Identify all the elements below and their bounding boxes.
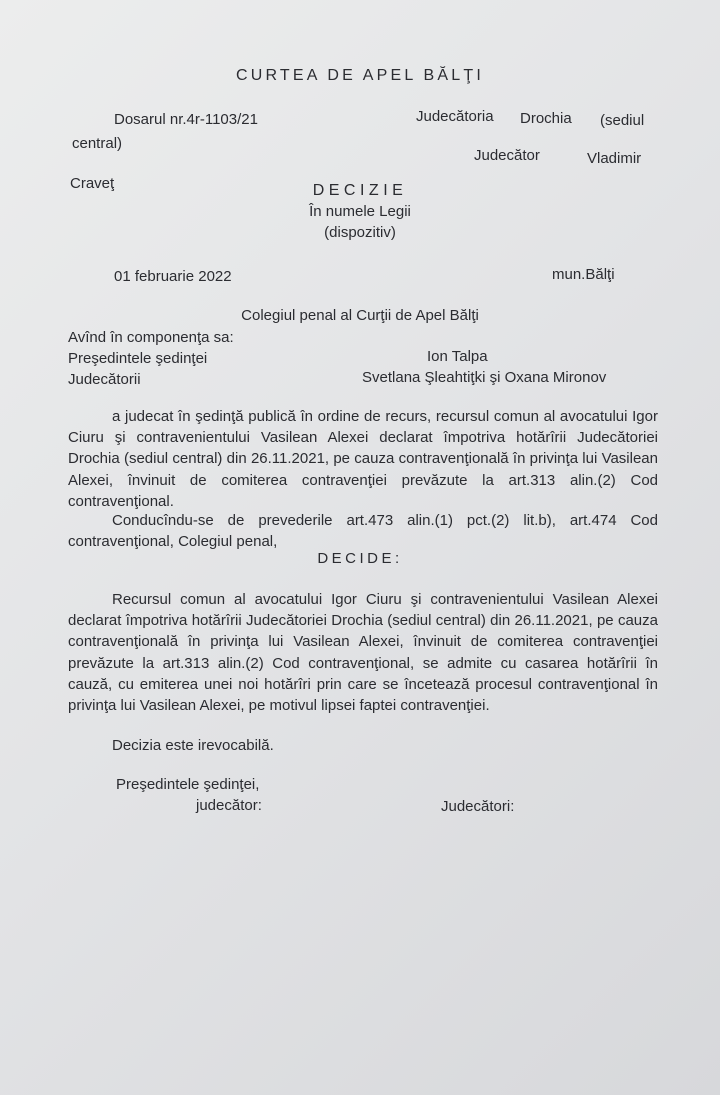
decide-heading: DECIDE:	[317, 550, 403, 567]
decision-subtitle: În numele Legii	[309, 203, 411, 220]
decision-date: 01 februarie 2022	[114, 268, 232, 285]
decision-place: mun.Bălţi	[552, 266, 615, 283]
judge-word-2: Vladimir	[587, 150, 642, 167]
paragraph-ruling: Recursul comun al avocatului Igor Ciuru şi contravenientului Vasilean Alexei declarat împotriva hotărîrii Judecătoriei Drochia (sediul central) din 26.11.2021, pe cauza contravenţională în privinţa lui Vasilean Alexei, învinuit de comiterea contravenţiei prevăzute la art.313 alin.(2) Cod contravenţional, se admite cu casarea hotărîrii în cauză, cu emiterea unei noi hotărîri prin care se încetează procesul contravenţional în privinţa lui Vasilean Alexei, pe motivul lipsei faptei contravenţiei.	[68, 591, 658, 715]
instance-word-3: (sediul	[600, 112, 645, 129]
signature-judges-label: Judecători:	[441, 798, 515, 815]
college-name: Colegiul penal al Curţii de Apel Bălţi	[241, 307, 479, 324]
composition-label: Avînd în componenţa sa:	[68, 329, 234, 346]
court-name: CURTEA DE APEL BĂLŢI	[235, 67, 485, 84]
instance-word-2: Drochia	[520, 110, 572, 127]
president-label: Preşedintele şedinţei	[68, 350, 208, 367]
instance-word-4: central)	[72, 135, 123, 152]
decision-dispositive: (dispozitiv)	[324, 224, 396, 241]
signature-president-label: Preşedintele şedinţei,	[116, 776, 260, 793]
case-number: Dosarul nr.4r-1103/21	[114, 111, 258, 128]
irrevocable-statement: Decizia este irevocabilă.	[112, 737, 274, 754]
judge-word-1: Judecător	[474, 147, 540, 164]
instance-word-1: Judecătoria	[416, 108, 494, 125]
signature-president-role: judecător:	[196, 797, 262, 814]
paragraph-legal-basis: Conducîndu-se de prevederile art.473 alin.(1) pct.(2) lit.b), art.474 Cod contravenţional, Colegiul penal,	[68, 512, 658, 551]
judges-names: Svetlana Şleahtiţki şi Oxana Mironov	[362, 369, 607, 386]
judges-label: Judecătorii	[68, 371, 141, 388]
judge-word-3: Craveţ	[70, 175, 115, 192]
paragraph-judged: a judecat în şedinţă publică în ordine de recurs, recursul comun al avocatului Igor Ciuru şi contravenientului Vasilean Alexei declarat împotriva hotărîrii Judecătoriei Drochia (sediul central) din 26.11.2021, pe cauza contravenţională în privinţa lui Vasilean Alexei, învinuit de comiterea contravenţiei prevăzute la art.313 alin.(2) Cod contravenţional.	[68, 408, 658, 510]
president-name: Ion Talpa	[427, 348, 488, 365]
decision-title: DECIZIE	[312, 182, 408, 199]
